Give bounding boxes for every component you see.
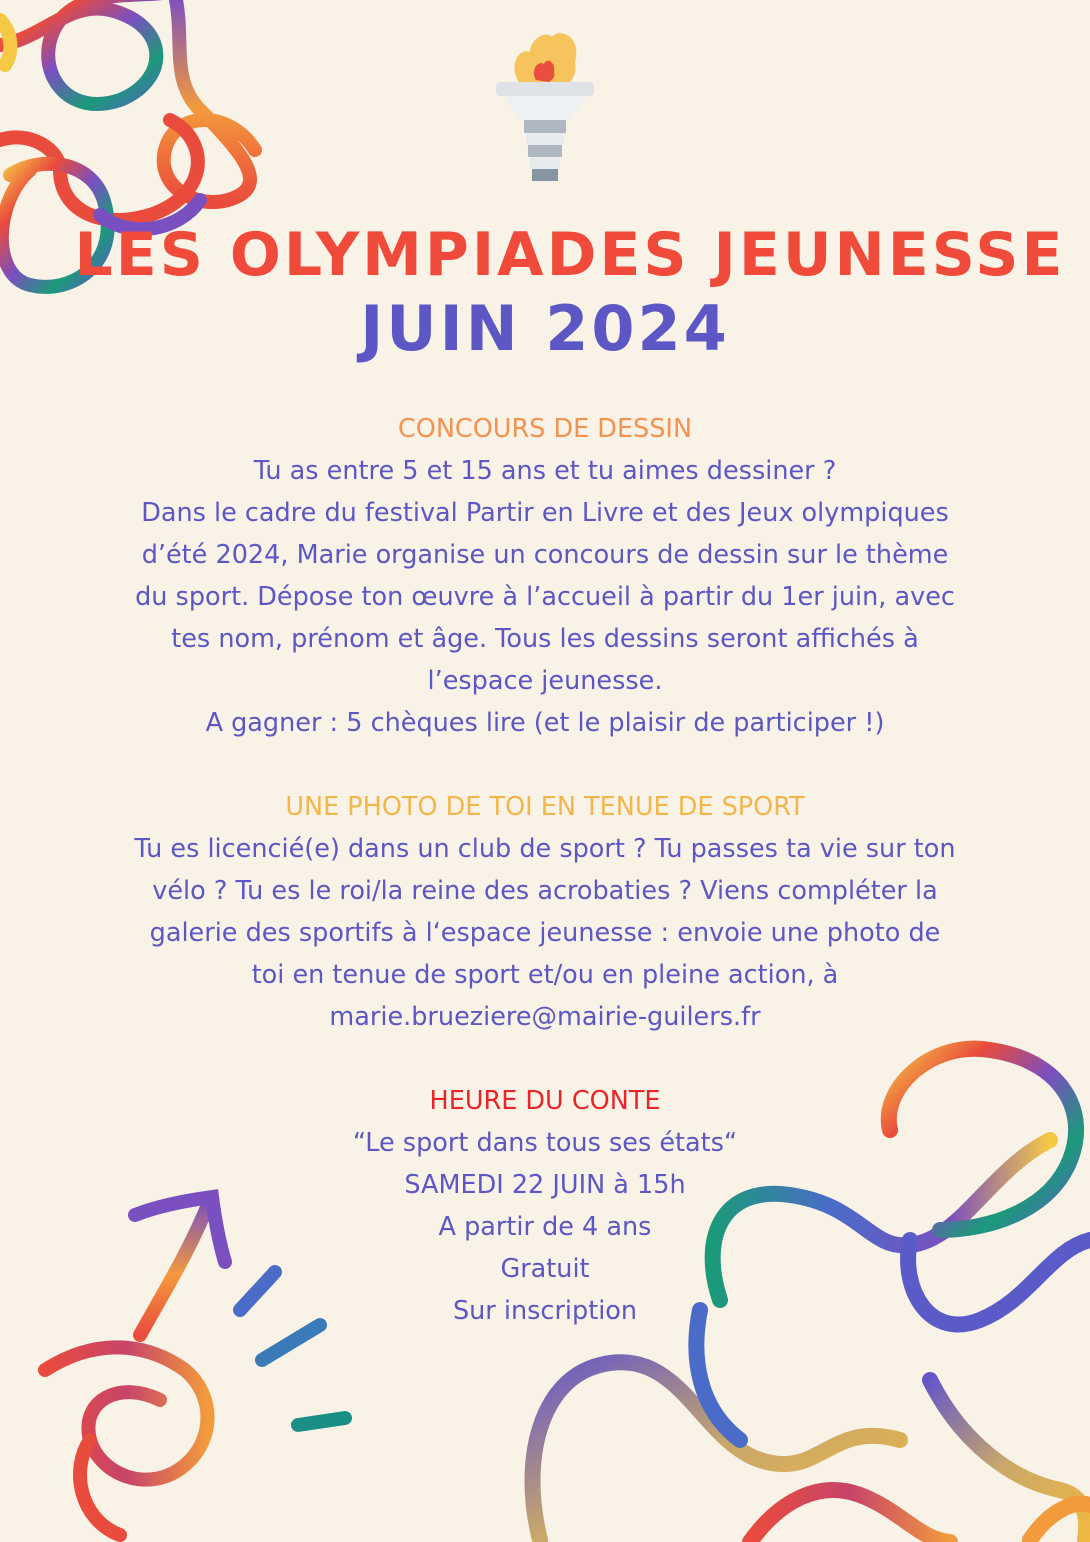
page-subtitle: JUIN 2024	[360, 292, 730, 365]
text-line: d’été 2024, Marie organise un concours de dessin sur le thème	[141, 540, 949, 570]
page-title: LES OLYMPIADES JEUNESSE	[74, 220, 1066, 290]
text-line: l’espace jeunesse.	[427, 666, 663, 696]
olympic-torch-icon	[490, 22, 600, 184]
email-address: marie.brueziere@mairie-guilers.fr	[329, 1002, 761, 1032]
text-line: “Le sport dans tous ses états“	[352, 1128, 738, 1158]
text-line: Tu as entre 5 et 15 ans et tu aimes dessiner ?	[253, 456, 837, 486]
section-photo-sport	[60, 786, 1030, 1038]
text-line: galerie des sportifs à l‘espace jeunesse : envoie une photo de	[149, 918, 941, 948]
text-line: SAMEDI 22 JUIN à 15h	[404, 1170, 686, 1200]
text-line: vélo ? Tu es le roi/la reine des acrobaties ? Viens compléter la	[152, 876, 938, 906]
main-content	[60, 408, 1030, 1332]
section-heading: CONCOURS DE DESSIN	[397, 414, 693, 444]
text-line: A gagner : 5 chèques lire (et le plaisir de participer !)	[205, 708, 885, 738]
section-heure-du-conte	[60, 1080, 1030, 1332]
text-line: Sur inscription	[452, 1296, 638, 1326]
text-line: A partir de 4 ans	[438, 1212, 652, 1242]
text-line: toi en tenue de sport et/ou en pleine action, à	[251, 960, 839, 990]
text-line: tes nom, prénom et âge. Tous les dessins seront affichés à	[171, 624, 919, 654]
section-concours-dessin	[60, 408, 1030, 744]
section-heading: HEURE DU CONTE	[429, 1086, 661, 1116]
section-heading: UNE PHOTO DE TOI EN TENUE DE SPORT	[285, 792, 805, 822]
text-line: Tu es licencié(e) dans un club de sport ? Tu passes ta vie sur ton	[134, 834, 956, 864]
text-line: du sport. Dépose ton œuvre à l’accueil à partir du 1er juin, avec	[135, 582, 955, 612]
text-line: Gratuit	[500, 1254, 590, 1284]
text-line: Dans le cadre du festival Partir en Livre et des Jeux olympiques	[141, 498, 949, 528]
